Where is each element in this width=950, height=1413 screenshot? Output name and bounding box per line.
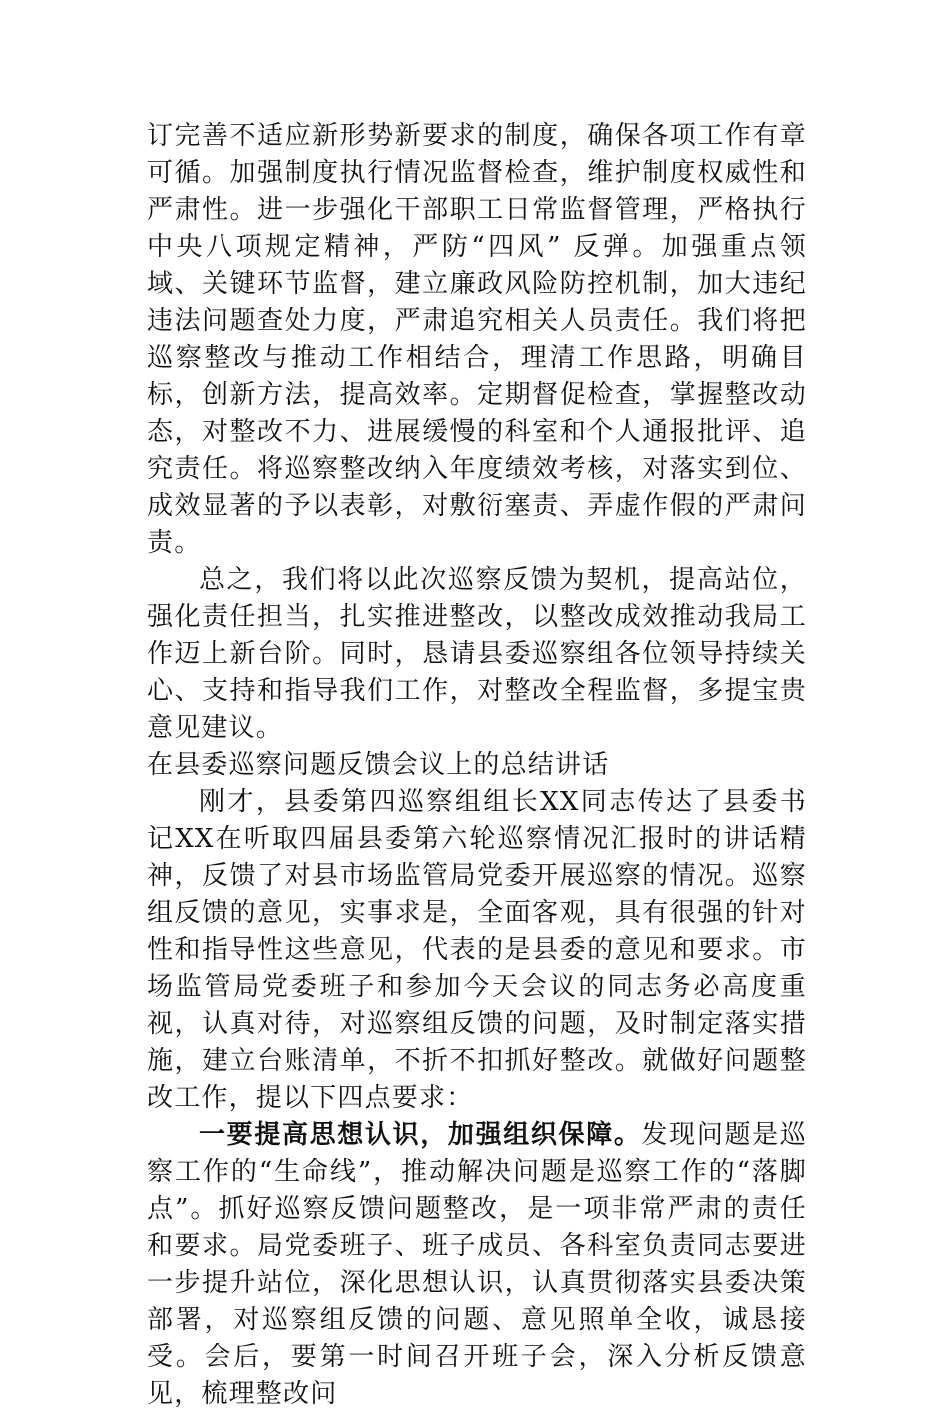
paragraph-summary: 总之，我们将以此次巡察反馈为契机，提高站位，强化责任担当，扎实推进整改，以整改成效推动我局工作迈上新台阶。同时，恳请县委巡察组各位领导持续关心、支持和指导我们工作，对整改全程监督，多提宝贵意见建议。 [147, 565, 807, 743]
speech-title: 在县委巡察问题反馈会议上的总结讲话 [147, 750, 610, 780]
document-body [147, 118, 807, 1413]
paragraph-opening: 刚才，县委第四巡察组组长XX同志传达了县委书记XX在听取四届县委第六轮巡察情况汇报时的讲话精神，反馈了对县市场监管局党委开展巡察的情况。巡察组反馈的意见，实事求是，全面客观，具有很强的针对性和指导性这些意见，代表的是县委的意见和要求。市场监管局党委班子和参加今天会议的同志务必高度重视，认真对待，对巡察组反馈的问题，及时制定落实措施，建立台账清单，不折不扣抓好整改。就做好问题整改工作，提以下四点要求： [147, 787, 807, 1113]
paragraph-requirement-one [147, 1117, 807, 1413]
paragraph-continued: 订完善不适应新形势新要求的制度，确保各项工作有章可循。加强制度执行情况监督检查，维护制度权威性和严肃性。进一步强化干部职工日常监督管理，严格执行中央八项规定精神，严防“四风” 反弹。加强重点领域、关键环节监督，建立廉政风险防控机制，加大违纪违法问题查处力度，严肃追究相关人员责任。我们将把巡察整改与推动工作相结合，理清工作思路，明确目标，创新方法，提高效率。定期督促检查，掌握整改动态，对整改不力、进展缓慢的科室和个人通报批评、追究责任。将巡察整改纳入年度绩效考核，对落实到位、成效显著的予以表彰，对敷衍塞责、弄虚作假的严肃问责。 [147, 121, 807, 558]
requirement-one-body: 发现问题是巡察工作的“生命线”，推动解决问题是巡察工作的“落脚点”。抓好巡察反馈问题整改，是一项非常严肃的责任和要求。局党委班子、班子成员、各科室负责同志要进一步提升站位，深化思想认识，认真贯彻落实县委决策部署，对巡察组反馈的问题、意见照单全收，诚恳接受。会后，要第一时间召开班子会，深入分析反馈意见，梳理整改问 [147, 1120, 808, 1409]
requirement-one-heading: 一要提高思想认识，加强组织保障。 [199, 1120, 642, 1150]
